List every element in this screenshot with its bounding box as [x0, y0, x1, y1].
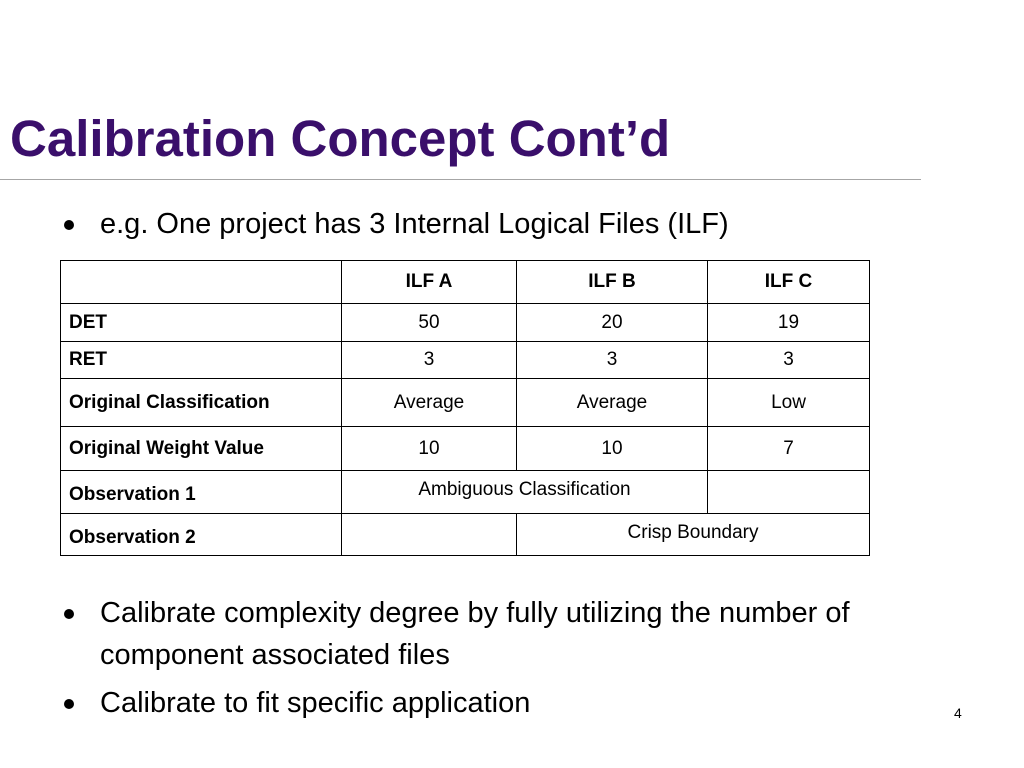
table-cell: 7 [708, 427, 870, 471]
table-cell: Low [708, 379, 870, 427]
table-header-cell: ILF C [708, 261, 870, 304]
table-header-cell: ILF B [517, 261, 708, 304]
table-cell: 3 [517, 342, 708, 379]
table-cell [708, 471, 870, 514]
table-header-cell [61, 261, 342, 304]
table-row [61, 471, 870, 514]
row-label: RET [61, 342, 342, 379]
table-row [61, 514, 870, 556]
table-header-row [61, 261, 870, 304]
row-label: Original Weight Value [61, 427, 342, 471]
bullet-text: e.g. One project has 3 Internal Logical Files (ILF) [100, 208, 729, 240]
table-cell: 50 [342, 304, 517, 342]
row-label: Observation 2 [61, 514, 342, 556]
bullet-item [64, 203, 944, 245]
bullet-item [64, 592, 964, 676]
bullet-text: Calibrate to fit specific application [100, 687, 531, 719]
table-cell [342, 514, 517, 556]
bullet-item [64, 682, 944, 724]
slide-title: Calibration Concept Cont’d [10, 110, 671, 167]
table-cell: 19 [708, 304, 870, 342]
table-cell: 10 [342, 427, 517, 471]
row-label: Observation 1 [61, 471, 342, 514]
ilf-table [60, 260, 870, 556]
table-cell: 10 [517, 427, 708, 471]
bullet-dot-icon [64, 609, 74, 619]
table-row [61, 427, 870, 471]
table-cell: Average [517, 379, 708, 427]
table-cell: 3 [342, 342, 517, 379]
bullet-text: Calibrate complexity degree by fully utilizing the number of component associated files [100, 597, 850, 671]
bullet-dot-icon [64, 699, 74, 709]
table-cell: 20 [517, 304, 708, 342]
table-header-cell: ILF A [342, 261, 517, 304]
row-label: DET [61, 304, 342, 342]
page-number: 4 [954, 705, 962, 721]
table-row [61, 304, 870, 342]
bullet-dot-icon [64, 220, 74, 230]
table-cell: 3 [708, 342, 870, 379]
merged-cell: Crisp Boundary [517, 514, 870, 556]
table-row [61, 342, 870, 379]
table-cell: Average [342, 379, 517, 427]
merged-cell: Ambiguous Classification [342, 471, 708, 514]
table-row [61, 379, 870, 427]
row-label: Original Classification [61, 379, 342, 427]
title-divider [0, 179, 921, 180]
